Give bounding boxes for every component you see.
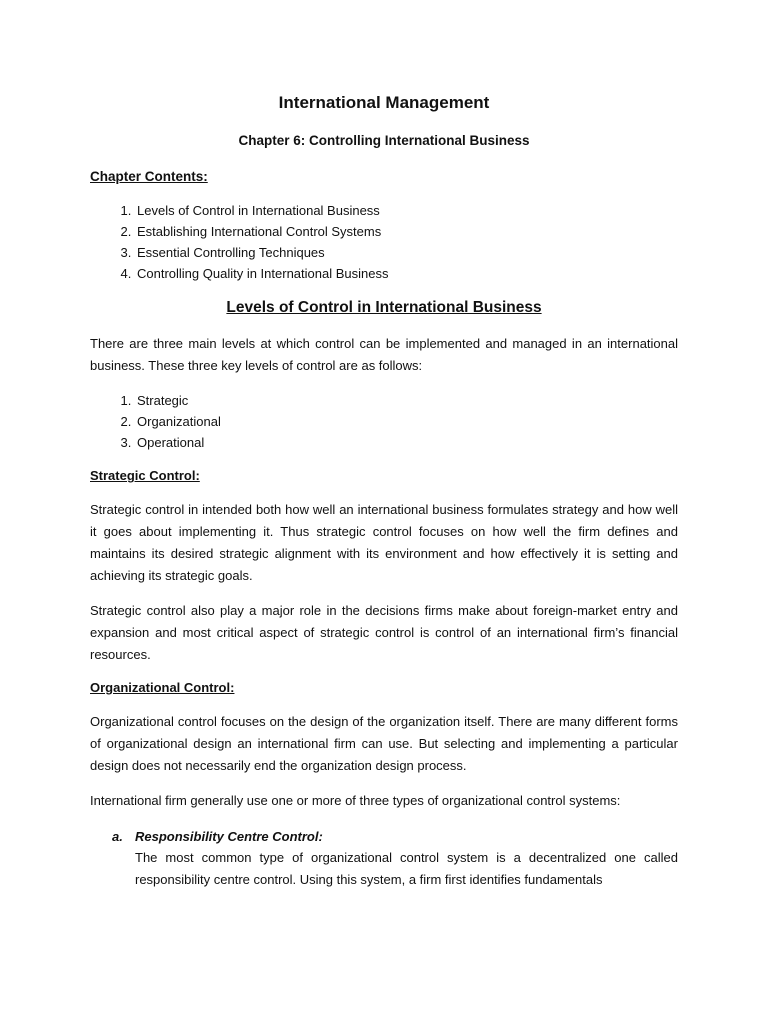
chapter-contents-heading: Chapter Contents:	[90, 169, 208, 184]
levels-list	[90, 390, 678, 453]
section-heading: Levels of Control in International Business	[226, 299, 542, 316]
document-content	[90, 92, 678, 891]
strategic-paragraph-2: Strategic control also play a major role in the decisions firms make about foreign-market entry and expansion and most critical aspect of strategic control is control of an international firm’s financial resources.	[90, 603, 678, 662]
contents-item: 2. Establishing International Control Systems	[135, 221, 678, 242]
strategic-paragraph-1: Strategic control in intended both how well an international business formulates strategy and how well it goes about implementing it. Thus strategic control focuses on how well the firm defines and maintains its desired strategic alignment with its environment and how effectively it is setting and achieving its strategic goals.	[90, 502, 678, 583]
list-marker: a.	[112, 829, 123, 845]
level-item: 1. Strategic	[135, 390, 678, 411]
strategic-control-heading: Strategic Control:	[90, 468, 200, 484]
control-type-title: Responsibility Centre Control:	[135, 829, 323, 845]
contents-item: 4. Controlling Quality in International Business	[135, 263, 678, 284]
level-item: 2. Organizational	[135, 411, 678, 432]
document-title: International Management	[278, 93, 490, 112]
chapter-contents-list	[90, 200, 678, 284]
organizational-control-heading: Organizational Control:	[90, 680, 235, 696]
contents-item: 3. Essential Controlling Techniques	[135, 242, 678, 263]
intro-paragraph: There are three main levels at which control can be implemented and managed in an international business. These three key levels of control are as follows:	[90, 336, 678, 373]
organizational-paragraph-1: Organizational control focuses on the design of the organization itself. There are many different forms of organizational design an international firm can use. But selecting and implementing a particular design does not necessarily end the organization design process.	[90, 714, 678, 773]
control-type-item	[90, 826, 678, 890]
contents-item: 1. Levels of Control in International Business	[135, 200, 678, 221]
chapter-title: Chapter 6: Controlling International Business	[238, 133, 530, 148]
organizational-paragraph-2: International firm generally use one or more of three types of organizational control systems:	[90, 793, 621, 809]
level-item: 3. Operational	[135, 432, 678, 453]
control-type-text: The most common type of organizational control system is a decentralized one called responsibility centre control. Using this system, a firm first identifies fundamentals	[135, 850, 678, 887]
